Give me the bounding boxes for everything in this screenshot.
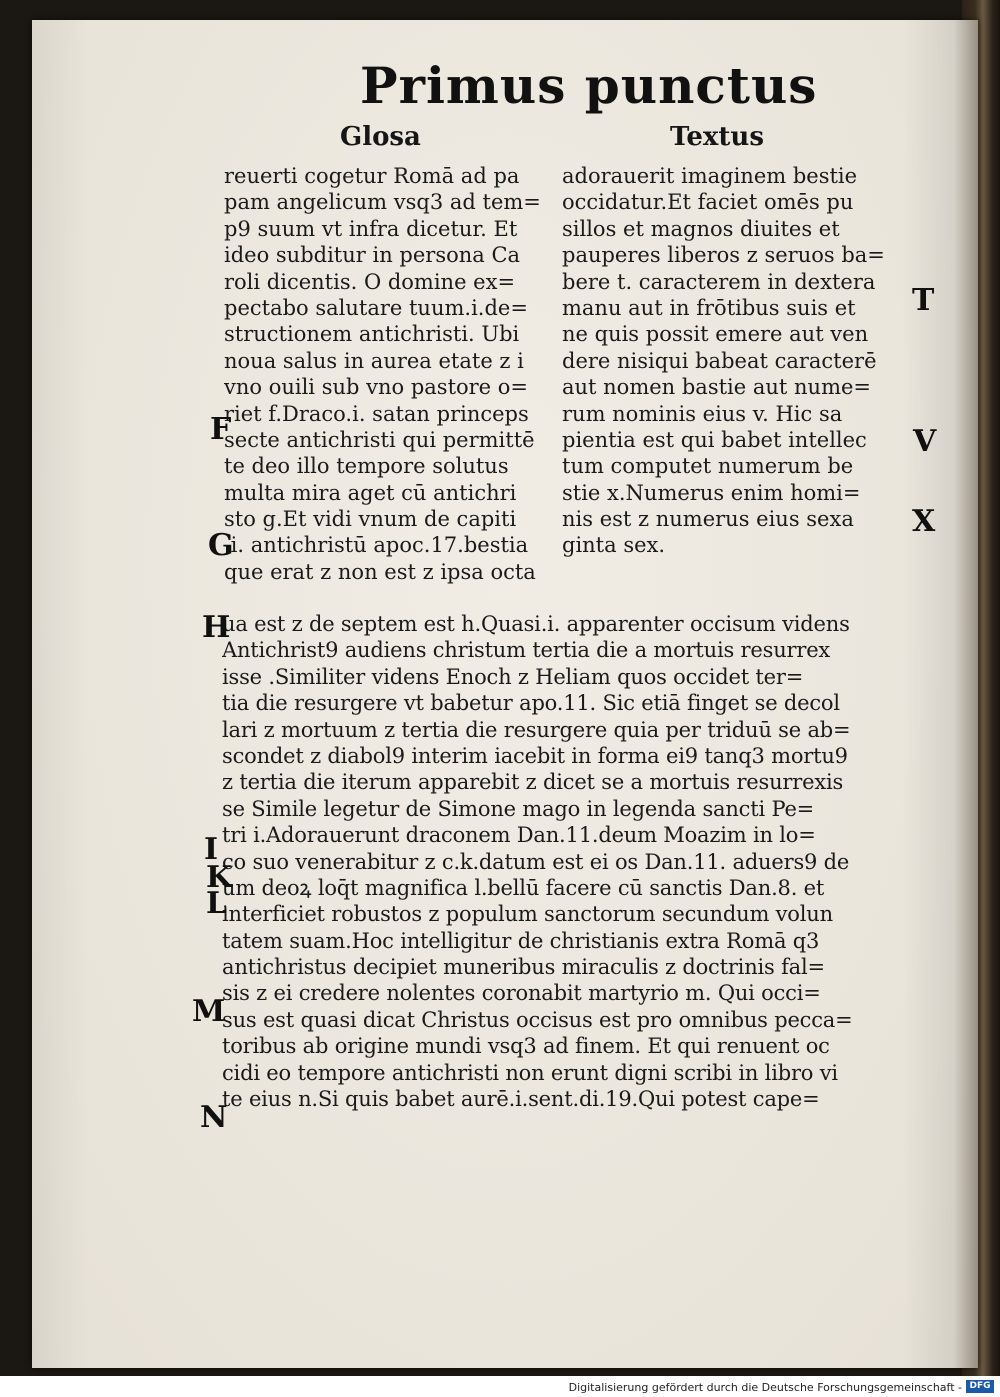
text-line: antichristus decipiet muneribus miraculis z doctrinis fal= bbox=[222, 955, 825, 980]
page-heading: Primus punctus bbox=[360, 56, 818, 115]
text-line: nis est z numerus eius sexa bbox=[562, 507, 854, 532]
text-line: p9 suum vt infra dicetur. Et bbox=[224, 216, 518, 241]
text-line: um deoꝝ loq̄t magnifica l.bellū facere cū sanctis Dan.8. et bbox=[222, 875, 825, 900]
margin-letter-x: X bbox=[912, 504, 936, 539]
text-line: lari z mortuum z tertia die resurgere quia per triduū se ab= bbox=[222, 717, 851, 742]
text-line: bere t. caracterem in dextera bbox=[562, 269, 876, 294]
margin-letter-k: K bbox=[206, 860, 233, 895]
text-line: te eius n.Si quis babet aurē.i.sent.di.19.Qui potest cape= bbox=[222, 1087, 820, 1112]
margin-letter-m: M bbox=[192, 994, 226, 1029]
text-line: ginta sex. bbox=[562, 533, 666, 558]
text-line: rum nominis eius v. Hic sa bbox=[562, 401, 843, 426]
text-line: manu aut in frōtibus suis et bbox=[562, 295, 856, 320]
text-line: tri i.Adorauerunt draconem Dan.11.deum Moazim in lo= bbox=[222, 823, 816, 848]
text-line: ua est z de septem est h.Quasi.i. apparenter occisum videns bbox=[222, 612, 850, 636]
text-line: stie x.Numerus enim homi= bbox=[562, 480, 861, 505]
margin-letter-n: N bbox=[200, 1100, 228, 1135]
text-line: noua salus in aurea etate z i bbox=[224, 348, 524, 373]
text-line: pectabo salutare tuum.i.de= bbox=[224, 295, 528, 320]
margin-letter-l: L bbox=[206, 886, 228, 921]
text-line: structionem antichristi. Ubi bbox=[224, 322, 520, 347]
text-line: que erat z non est z ipsa octa bbox=[224, 559, 536, 584]
left-column-heading: Glosa bbox=[340, 122, 421, 152]
text-line: ideo subditur in persona Ca bbox=[224, 243, 521, 268]
text-line: cidi eo tempore antichristi non erunt digni scribi in libro vi bbox=[222, 1060, 838, 1085]
text-line: scondet z diabol9 interim iacebit in forma ei9 tanq3 mortu9 bbox=[222, 743, 848, 768]
text-line: ne quis possit emere aut ven bbox=[562, 322, 869, 347]
text-line: isse .Similiter videns Enoch z Heliam quos occidet ter= bbox=[222, 664, 804, 689]
text-line: te deo illo tempore solutus bbox=[224, 454, 509, 479]
text-line: interficiet robustos z populum sanctorum secundum volun bbox=[222, 902, 833, 927]
margin-letter-i: I bbox=[204, 832, 219, 867]
margin-letter-h: H bbox=[202, 610, 231, 645]
margin-letter-f: F bbox=[210, 412, 232, 447]
margin-letter-g: G bbox=[208, 528, 234, 563]
text-line: toribus ab origine mundi vsq3 ad finem. Et qui renuent oc bbox=[222, 1034, 830, 1059]
dfg-logo[interactable]: DFG bbox=[966, 1380, 994, 1393]
text-line: se Simile legetur de Simone mago in legenda sancti Pe= bbox=[222, 796, 815, 821]
text-line: pientia est qui babet intellec bbox=[562, 427, 867, 452]
text-line: sis z ei credere nolentes coronabit martyrio m. Qui occi= bbox=[222, 981, 821, 1006]
text-line: Antichrist9 audiens christum tertia die a mortuis resurrex bbox=[222, 638, 831, 663]
right-column-textus bbox=[562, 163, 912, 559]
text-line: reuerti cogetur Romā ad pa bbox=[224, 164, 520, 188]
text-line: tatem suam.Hoc intelligitur de christianis extra Romā q3 bbox=[222, 928, 820, 953]
text-line: sus est quasi dicat Christus occisus est pro omnibus pecca= bbox=[222, 1007, 853, 1032]
gutter-shadow bbox=[954, 20, 978, 1368]
text-line: multa mira aget cū antichri bbox=[224, 480, 517, 505]
text-line: tia die resurgere vt babetur apo.11. Sic etiā finget se decol bbox=[222, 691, 840, 716]
margin-letter-t: T bbox=[912, 283, 935, 318]
text-line: riet f.Draco.i. satan princeps bbox=[224, 401, 529, 426]
text-line: z tertia die iterum apparebit z dicet se a mortuis resurrexis bbox=[222, 770, 844, 795]
text-line: aut nomen bastie aut nume= bbox=[562, 375, 872, 400]
footer-credit: Digitalisierung gefördert durch die Deutsche Forschungsgemeinschaft - bbox=[568, 1381, 962, 1394]
text-line: co suo venerabitur z c.k.datum est ei os Dan.11. aduers9 de bbox=[222, 849, 850, 874]
margin-letter-v: V bbox=[913, 424, 937, 459]
text-line: pauperes liberos z seruos ba= bbox=[562, 243, 885, 268]
text-line: dere nisiqui babeat caracterē bbox=[562, 348, 877, 373]
text-line: vno ouili sub vno pastore o= bbox=[224, 375, 529, 400]
left-column-glosa bbox=[224, 163, 564, 585]
text-line: roli dicentis. O domine ex= bbox=[224, 269, 516, 294]
text-line: sto g.Et vidi vnum de capiti bbox=[224, 507, 517, 532]
text-line: pam angelicum vsq3 ad tem= bbox=[224, 190, 541, 215]
full-width-glosa bbox=[222, 611, 912, 1112]
right-column-heading: Textus bbox=[670, 122, 764, 152]
text-line: adorauerit imaginem bestie bbox=[562, 164, 858, 188]
text-line: tum computet numerum be bbox=[562, 454, 854, 479]
text-line: sillos et magnos diuites et bbox=[562, 216, 840, 241]
text-line: secte antichristi qui permittē bbox=[224, 427, 535, 452]
text-line: .i. antichristū apoc.17.bestia bbox=[224, 533, 529, 558]
text-line: occidatur.Et faciet omēs pu bbox=[562, 190, 854, 215]
